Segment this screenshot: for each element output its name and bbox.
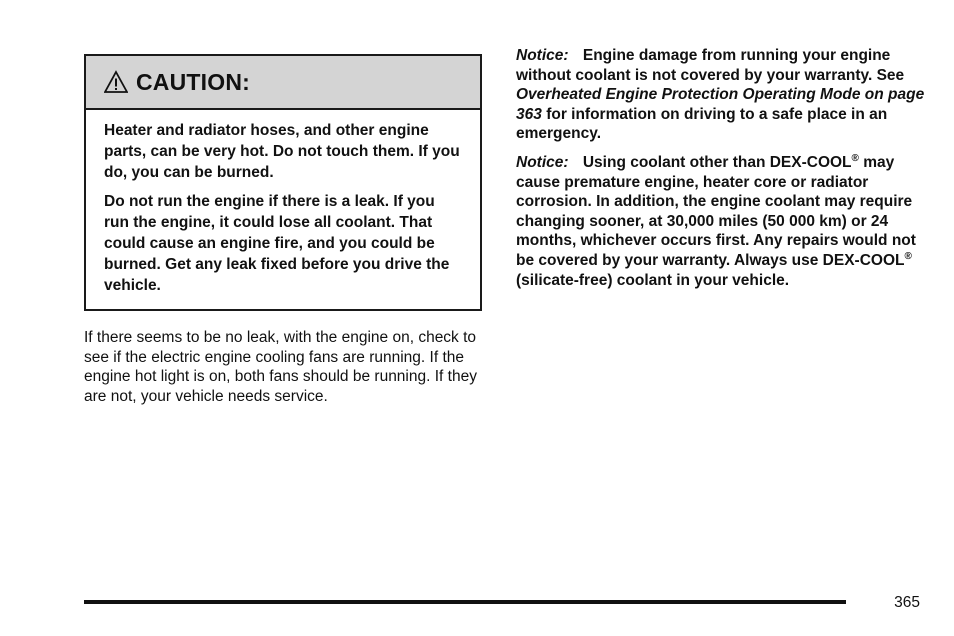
caution-title: CAUTION: [136, 68, 251, 95]
notice-text: (silicate-free) coolant in your vehicle. [516, 271, 790, 289]
registered-mark: ® [904, 250, 912, 262]
registered-mark: ® [851, 152, 859, 164]
caution-header [86, 56, 480, 110]
page-number: 365 [894, 594, 920, 611]
notices-column [516, 46, 926, 299]
notice-text: may cause premature engine, heater core or radiator corrosion. In addition, the engine coolant may require changing sooner, at 30,000 miles (50 000 km) or 24 months, whichever occurs first. Any repairs would not be covered by your warranty. Always use DEX-COOL [516, 153, 916, 269]
footer-rule [84, 600, 846, 604]
notice-label: Notice: [516, 47, 569, 64]
notice-label: Notice: [516, 153, 569, 171]
leak-check-paragraph: If there seems to be no leak, with the engine on, check to see if the electric engine cooling fans are running. If the engine hot light is on, both fans should be running. If they are not, your vehicle needs service. [84, 329, 477, 405]
notice-coolant-warranty [516, 46, 926, 144]
caution-box [84, 54, 482, 311]
notice-text: Engine damage from running your engine without coolant is not covered by your warranty. See [516, 47, 905, 84]
warning-triangle-icon [104, 70, 128, 94]
notice-text: Using coolant other than DEX-COOL [582, 153, 852, 171]
notice-text: for information on driving to a safe place in an emergency. [516, 105, 888, 143]
notice-dex-cool [516, 153, 926, 290]
caution-paragraph-1: Heater and radiator hoses, and other engine parts, can be very hot. Do not touch them. If you do, you can be burned. [104, 122, 460, 181]
page-reference: Overheated Engine Protection Operating Mode on page 363 [516, 86, 925, 123]
caution-body [86, 110, 480, 296]
caution-paragraph-2: Do not run the engine if there is a leak. If you run the engine, it could lose all coolant. That could cause an engine fire, and you could be burned. Get any leak fixed before you drive the vehicle. [104, 193, 450, 294]
